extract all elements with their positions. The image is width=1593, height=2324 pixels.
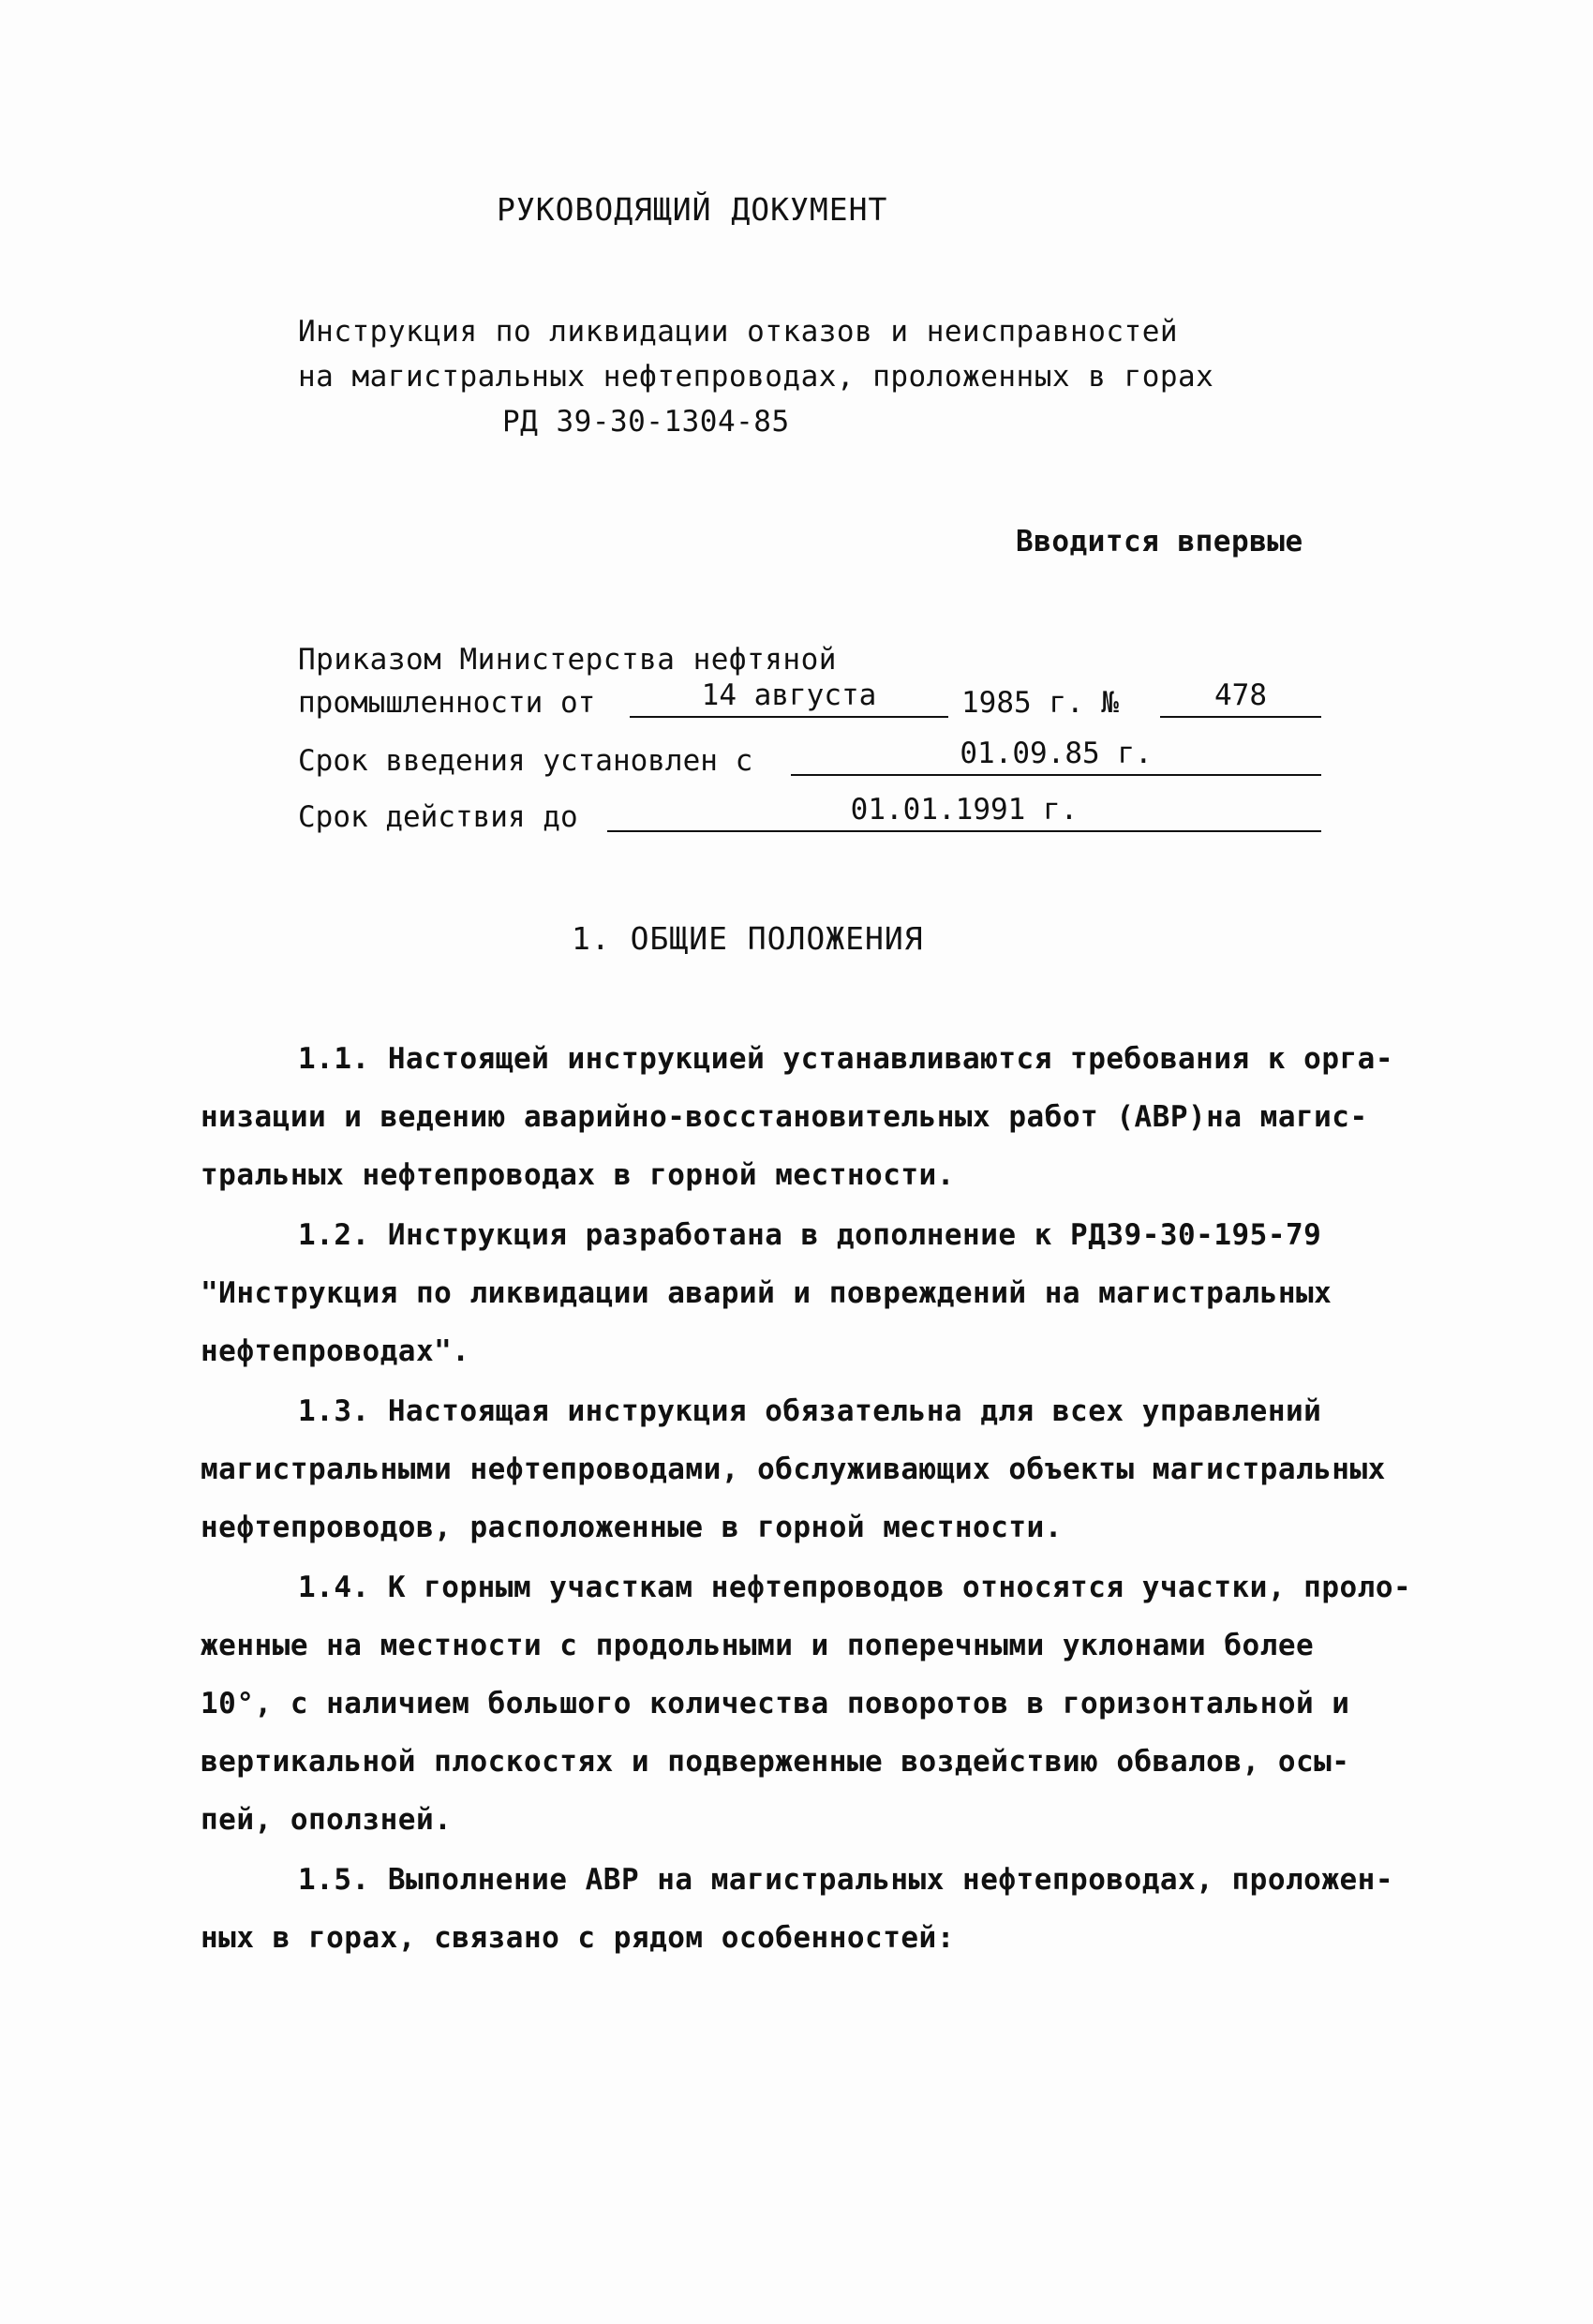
paragraph-line: 1.2. Инструкция разработана в дополнение к РД39-30-195-79 [298,1218,1322,1252]
intro-date-label: Срок введения установлен с [298,744,753,778]
validity-label: Срок действия до [298,800,578,834]
paragraph-line: 1.5. Выполнение АВР на магистральных нефтепроводах, проложен- [298,1863,1393,1897]
paragraph-line: "Инструкция по ликвидации аварий и повреждений на магистральных [201,1276,1332,1310]
document-title-line-1: Инструкция по ликвидации отказов и неисправностей [298,315,1179,349]
document-header: РУКОВОДЯЩИЙ ДОКУМЕНТ [497,191,888,228]
order-date-value: 14 августа [630,678,948,718]
introduction-note: Вводится впервые [1016,525,1303,559]
intro-date-value: 01.09.85 г. [791,737,1321,776]
paragraph-line: 1.3. Настоящая инструкция обязательна для всех управлений [298,1394,1322,1428]
paragraph-line: пей, оползней. [201,1803,453,1837]
order-year-label: 1985 г. № [961,686,1119,720]
paragraph-line: магистральными нефтепроводами, обслуживающих объекты магистральных [201,1452,1386,1486]
paragraph-line: вертикальной плоскостях и подверженные воздействию обвалов, осы- [201,1745,1350,1779]
paragraph-line: ных в горах, связано с рядом особенностей: [201,1921,955,1955]
section-title: 1. ОБЩИЕ ПОЛОЖЕНИЯ [572,920,924,957]
paragraph-line: нефтепроводах". [201,1334,470,1368]
intro-date-row [298,737,1329,783]
paragraph-line: тральных нефтепроводах в горной местности. [201,1158,955,1192]
paragraph-line: женные на местности с продольными и поперечными уклонами более [201,1629,1315,1662]
order-line-2 [298,678,1329,725]
paragraph-line: 10°, с наличием большого количества поворотов в горизонтальной и [201,1687,1350,1721]
validity-row [298,793,1329,840]
order-number-value: 478 [1160,678,1321,718]
paragraph-line: 1.1. Настоящей инструкцией устанавливаются требования к орга- [298,1042,1393,1076]
paragraph-line: 1.4. К горным участкам нефтепроводов относятся участки, проло- [298,1571,1412,1604]
document-title-line-2: на магистральных нефтепроводах, проложенных в горах [298,360,1214,394]
document-code: РД 39-30-1304-85 [502,405,790,439]
validity-value: 01.01.1991 г. [607,793,1321,832]
order-date-label: промышленности от [298,686,596,720]
order-line-1: Приказом Министерства нефтяной [298,643,837,677]
paragraph-line: нефтепроводов, расположенные в горной местности. [201,1511,1063,1544]
paragraph-line: низации и ведению аварийно-восстановительных работ (АВР)на магис- [201,1100,1368,1134]
